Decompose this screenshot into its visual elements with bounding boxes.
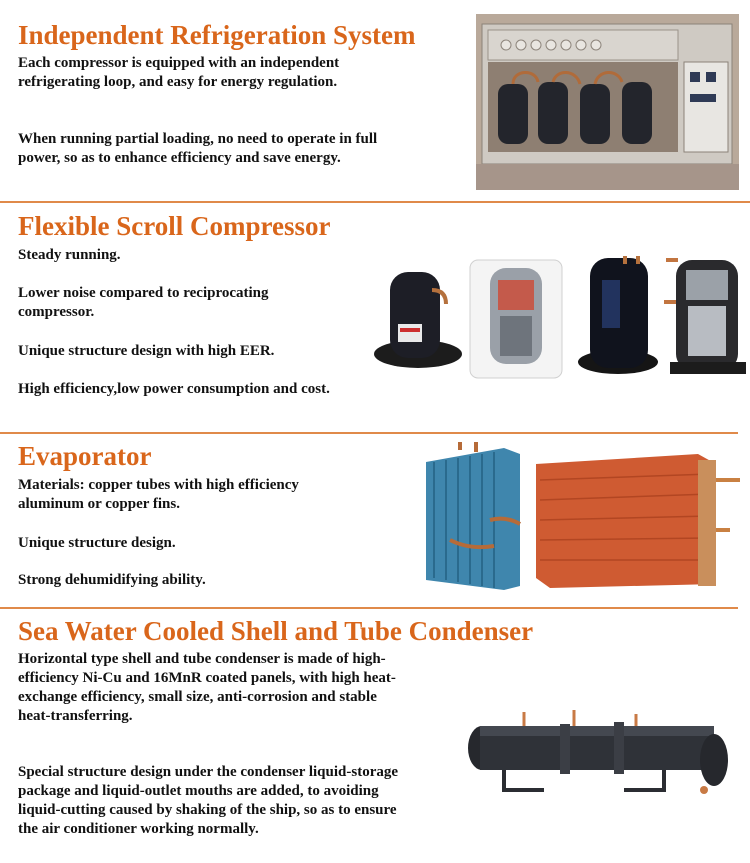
- section-title-condenser: Sea Water Cooled Shell and Tube Condenser: [18, 616, 534, 646]
- section-divider: [0, 607, 738, 609]
- paragraph: Materials: copper tubes with high efficiency aluminum or copper fins.: [18, 477, 299, 512]
- paragraph: Lower noise compared to reciprocating compressor.: [18, 285, 269, 320]
- paragraph: High efficiency,low power consumption and cost.: [18, 381, 330, 397]
- shell-tube-condenser-photo: [464, 704, 740, 800]
- paragraph: Steady running.: [18, 247, 121, 263]
- evaporator-coil-photos: [420, 440, 750, 598]
- section-title-scroll-compressor: Flexible Scroll Compressor: [18, 211, 331, 241]
- section-title-evaporator: Evaporator: [18, 441, 152, 471]
- scroll-compressor-photos: [370, 250, 750, 388]
- paragraph: When running partial loading, no need to operate in full power, so as to enhance efficiency and save energy.: [18, 131, 378, 166]
- section-divider: [0, 201, 750, 203]
- paragraph: Unique structure design.: [18, 535, 176, 551]
- section-divider: [0, 432, 738, 434]
- compressor-cabinet-photo: [476, 14, 739, 190]
- paragraph: Unique structure design with high EER.: [18, 343, 275, 359]
- paragraph: Horizontal type shell and tube condenser is made of high-efficiency Ni-Cu and 16MnR coated panels, with high heat-exchange efficiency, small size, anti-corrosion and stable heat-transferring.: [18, 651, 396, 724]
- paragraph: Special structure design under the condenser liquid-storage package and liquid-outlet mouths are added, to avoiding liquid-cutting caused by shaking of the ship, so as to ensure the air conditioner working normally.: [18, 764, 399, 837]
- paragraph: Strong dehumidifying ability.: [18, 572, 206, 588]
- section-title-refrigeration: Independent Refrigeration System: [18, 20, 416, 50]
- paragraph: Each compressor is equipped with an independent refrigerating loop, and easy for energy regulation.: [18, 55, 340, 90]
